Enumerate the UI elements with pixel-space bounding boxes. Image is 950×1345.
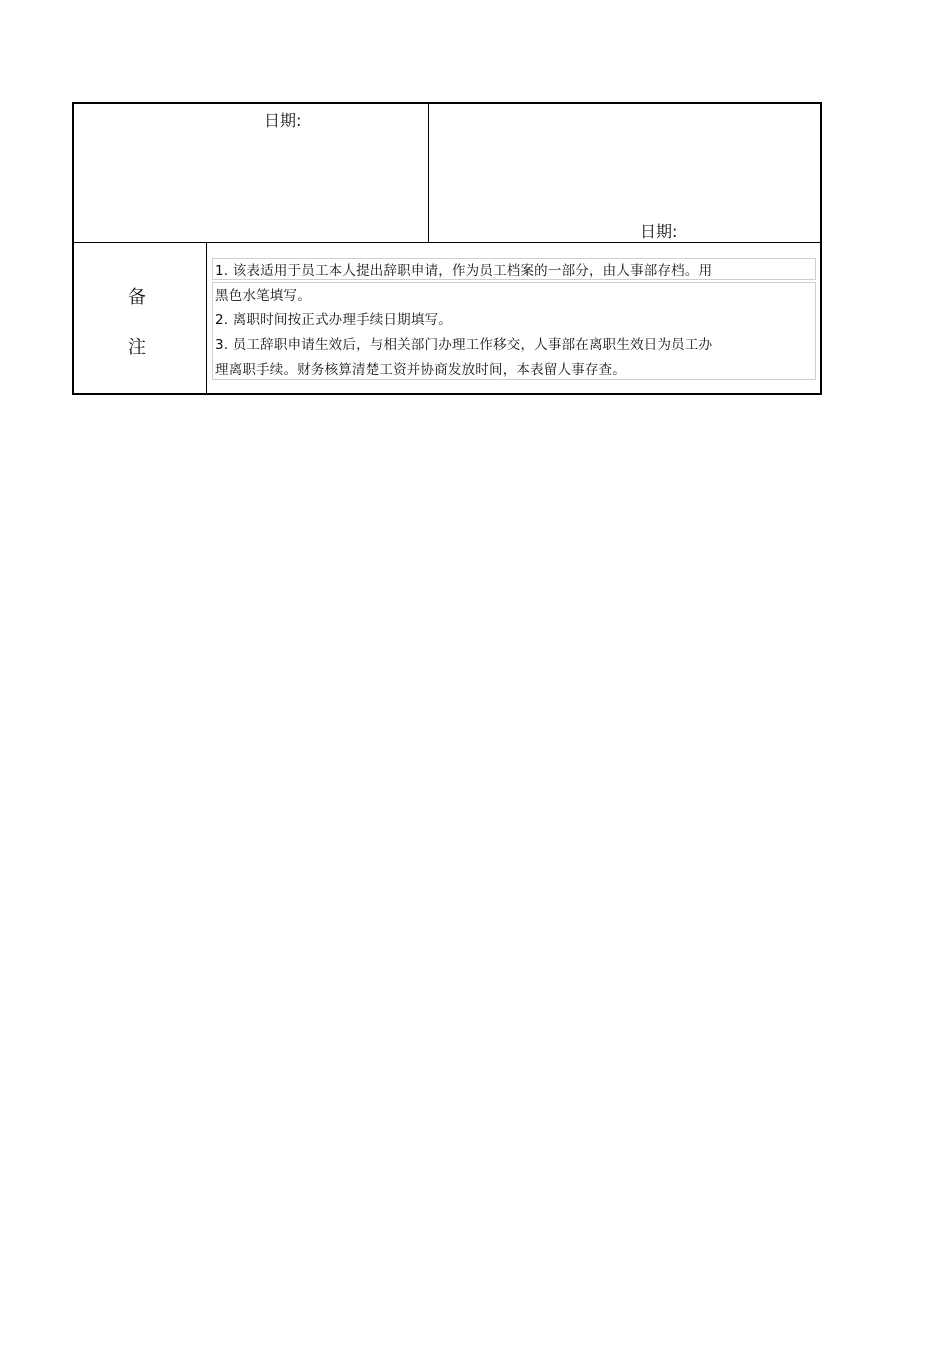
note-line-2: 黑色水笔填写。: [215, 288, 311, 304]
remarks-row: [74, 243, 820, 393]
note-line-4: 3. 员工辞职申请生效后，与相关部门办理工作移交，人事部在离职生效日为员工办: [215, 337, 713, 353]
note-line-3: 2. 离职时间按正式办理手续日期填写。: [215, 312, 452, 328]
remarks-label-char-1: 备: [128, 287, 146, 308]
approval-cell-left: [74, 104, 429, 242]
remarks-label-char-2: 注: [128, 337, 146, 358]
date-label-right: 日期:: [640, 222, 678, 241]
approval-row: [74, 104, 820, 243]
remarks-notes-cell: [207, 243, 820, 393]
approval-cell-right: [429, 104, 820, 242]
note-line-1: 1. 该表适用于员工本人提出辞职申请，作为员工档案的一部分，由人事部存档。用: [215, 263, 713, 279]
note-line-5: 理离职手续。财务核算清楚工资并协商发放时间，本表留人事存查。: [215, 362, 626, 378]
remarks-label-cell: [74, 243, 207, 393]
date-label-left: 日期:: [264, 111, 302, 130]
resignation-form-table: [72, 102, 822, 395]
